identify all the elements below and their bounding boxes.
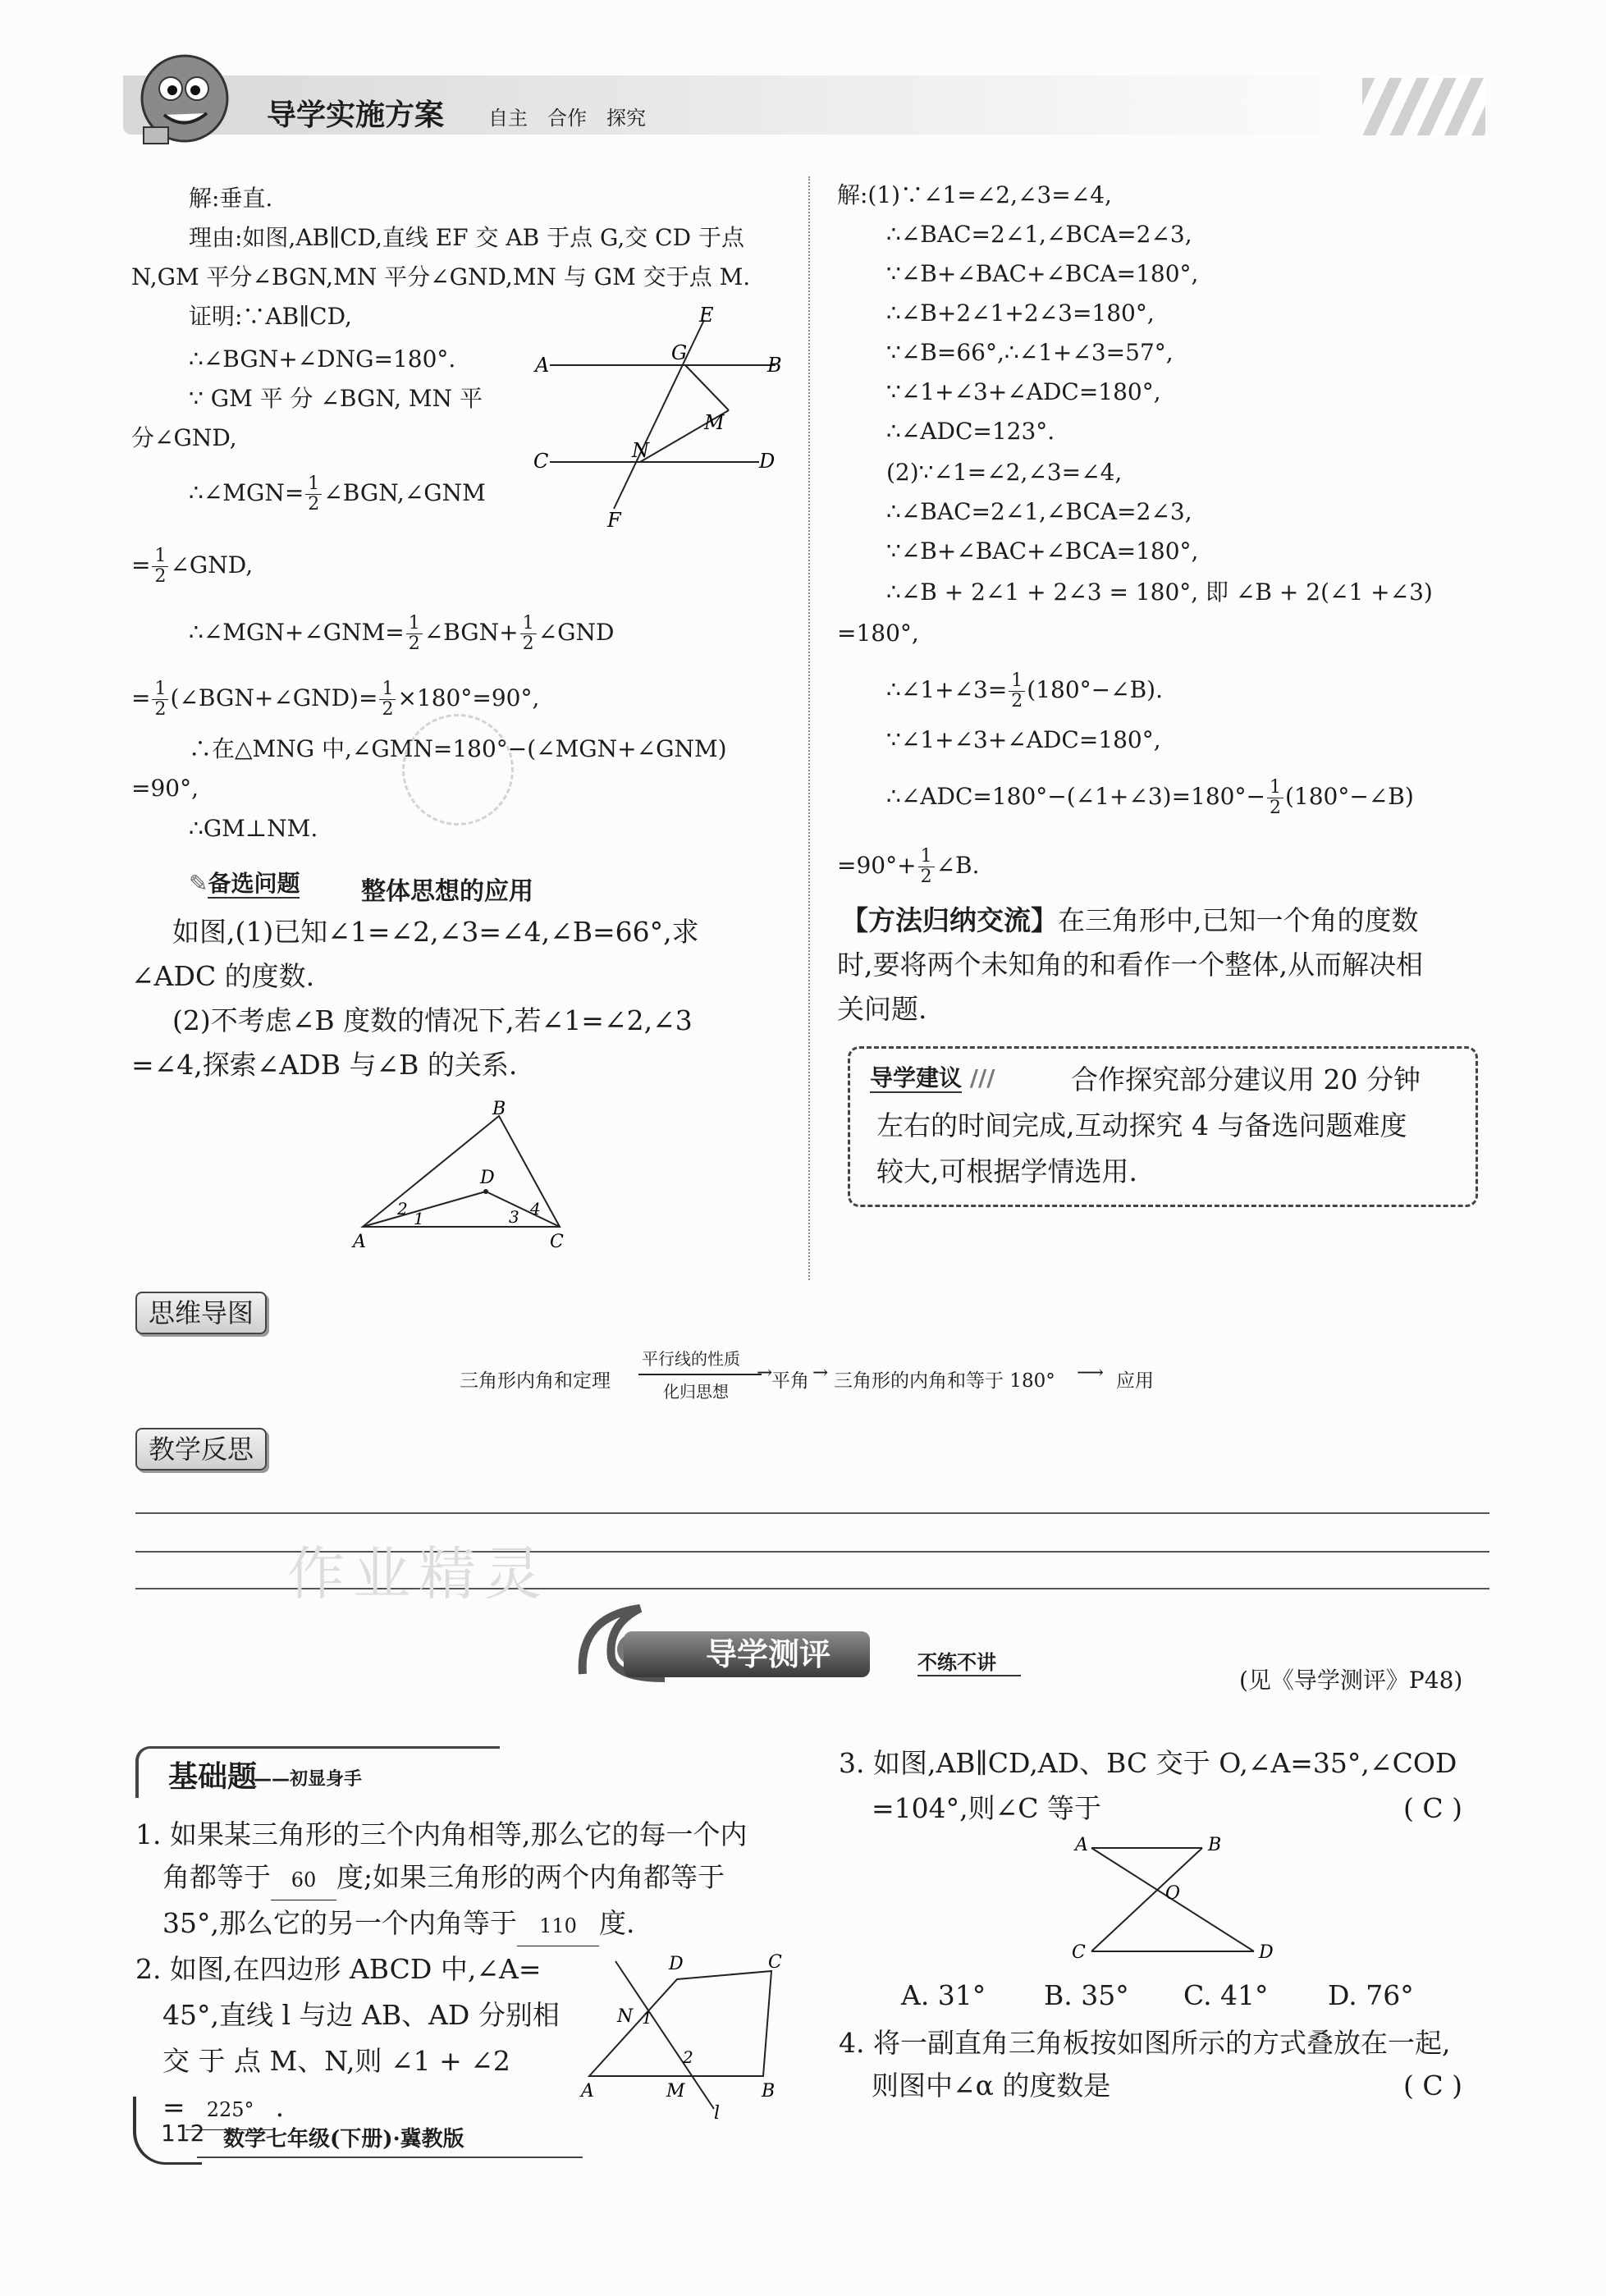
parallel-lines-diagram	[525, 304, 796, 533]
mindmap-node-2: 平角	[771, 1370, 809, 1392]
ans-line: ∴∠ADC=123°.	[886, 418, 1055, 445]
triangle-abc-diagram	[345, 1091, 583, 1255]
basic-title: 基础题	[168, 1760, 258, 1794]
q2-line: = 225° .	[162, 2088, 284, 2130]
ans-line: ∴∠B + 2∠1 + 2∠3 = 180°, 即 ∠B + 2(∠1 +∠3)	[886, 579, 1433, 606]
q2-line: 交 于 点 M、N,则 ∠1 + ∠2	[162, 2045, 510, 2077]
label-F: F	[607, 509, 621, 532]
sol-line: 证明:∵AB∥CD,	[189, 303, 352, 330]
header-title: 导学实施方案	[267, 98, 445, 132]
mindmap-node-3: 三角形的内角和等于 180°	[834, 1370, 1055, 1392]
ans-line: =180°,	[837, 620, 919, 647]
test-banner-note: 不练不讲	[917, 1646, 1021, 1676]
q3-line: 3. 如图,AB∥CD,AD、BC 交于 O,∠A=35°,∠COD	[839, 1747, 1457, 1779]
label-D: D	[669, 1954, 684, 1974]
header-stripes	[1362, 78, 1485, 135]
q2-line: 45°,直线 l 与边 AB、AD 分别相	[162, 1999, 560, 2031]
label-E: E	[699, 304, 714, 327]
basic-subtitle: ——初显身手	[254, 1769, 363, 1790]
ans-line: ∴∠BAC=2∠1,∠BCA=2∠3,	[886, 498, 1192, 525]
sol-line: ∴∠MGN+∠GNM= $\frac{1}{2}$ ∠BGN+ $\frac{1}{2}$ ∠GND	[189, 613, 615, 654]
label-O: O	[1165, 1883, 1181, 1904]
mindmap-below: 化归思想	[663, 1382, 729, 1402]
method-line: 时,要将两个未知角的和看作一个整体,从而解决相	[837, 949, 1423, 981]
q1-answer-2: 110	[517, 1906, 599, 1946]
label-G: G	[671, 341, 688, 364]
q3-option-a: A. 31°	[901, 1979, 986, 2011]
label-1: 1	[414, 1209, 424, 1228]
label-1: 1	[642, 2008, 652, 2028]
column-divider	[808, 176, 810, 1280]
label-M: M	[704, 411, 725, 434]
suggestion-line: 较大,可根据学情选用.	[876, 1155, 1137, 1187]
label-C: C	[1072, 1942, 1086, 1963]
q3-line: =104°,则∠C 等于	[872, 1792, 1102, 1824]
suggestion-line: 合作探究部分建议用 20 分钟	[1071, 1063, 1421, 1095]
mindmap-arrow-3: ⟶	[1077, 1362, 1104, 1384]
mindmap-node-4: 应用	[1116, 1370, 1154, 1392]
label-A: A	[353, 1232, 366, 1252]
label-2: 2	[683, 2047, 693, 2067]
label-B: B	[1208, 1835, 1222, 1855]
method-line: 【方法归纳交流】在三角形中,已知一个角的度数	[841, 904, 1419, 936]
q2-answer: 225°	[185, 2090, 276, 2130]
label-2: 2	[397, 1199, 408, 1219]
mindmap-start: 三角形内角和定理	[460, 1370, 611, 1392]
sol-line: 解:垂直.	[189, 185, 273, 212]
sol-line: ∵ GM 平 分 ∠BGN, MN 平	[189, 385, 483, 412]
sol-line: = $\frac{1}{2}$ ∠GND,	[131, 546, 254, 587]
q2-line: 2. 如图,在四边形 ABCD 中,∠A=	[135, 1953, 542, 1985]
q4-line: 则图中∠α 的度数是	[872, 2070, 1111, 2102]
mindmap-arrow-2: →	[812, 1362, 829, 1384]
ans-line: (2)∵∠1=∠2,∠3=∠4,	[886, 459, 1123, 486]
label-N: N	[617, 2006, 634, 2027]
alt-q2: (2)不考虑∠B 度数的情况下,若∠1=∠2,∠3	[172, 1004, 693, 1036]
sol-line: N,GM 平分∠BGN,MN 平分∠GND,MN 与 GM 交于点 M.	[131, 263, 751, 290]
q3-option-d: D. 76°	[1328, 1979, 1414, 2011]
q1-line: 角都等于 60 度;如果三角形的两个内角都等于	[162, 1858, 725, 1900]
header-subtitle: 自主 合作 探究	[488, 107, 646, 130]
sol-line: 分∠GND,	[131, 424, 237, 451]
mindmap-arrow-head: →	[757, 1362, 773, 1384]
footer-rule	[197, 2157, 583, 2158]
q4-line: 4. 将一副直角三角板按如图所示的方式叠放在一起,	[839, 2027, 1451, 2059]
suggestion-line: 左右的时间完成,互动探究 4 与备选问题难度	[876, 1109, 1407, 1141]
quadrilateral-diagram	[574, 1945, 788, 2125]
label-C: C	[533, 450, 549, 473]
mindmap-above: 平行线的性质	[642, 1349, 740, 1369]
label-C: C	[550, 1232, 564, 1252]
q1-line: 35°,那么它的另一个内角等于 110 度.	[162, 1904, 634, 1946]
ans-line: 解:(1)∵∠1=∠2,∠3=∠4,	[837, 181, 1112, 208]
sol-line: ∴在△MNG 中,∠GMN=180°−(∠MGN+∠GNM)	[189, 735, 727, 762]
label-D: D	[759, 450, 776, 473]
q4-answer: ( C )	[1403, 2070, 1462, 2102]
label-B: B	[492, 1099, 506, 1119]
ans-line: =90°+ $\frac{1}{2}$ ∠B.	[837, 846, 980, 887]
q3-answer: ( C )	[1403, 1792, 1462, 1824]
alt-q1b: ∠ADC 的度数.	[131, 960, 315, 992]
ans-line: ∵∠1+∠3+∠ADC=180°,	[886, 726, 1161, 753]
ans-line: ∵∠1+∠3+∠ADC=180°,	[886, 378, 1161, 405]
label-4: 4	[530, 1199, 541, 1219]
reflection-badge: 教学反思	[135, 1428, 267, 1470]
mindmap-arrow	[638, 1374, 762, 1375]
sol-line: ∴∠MGN= $\frac{1}{2}$ ∠BGN,∠GNM	[189, 473, 486, 515]
label-A: A	[535, 354, 550, 377]
ans-line: ∴∠BAC=2∠1,∠BCA=2∠3,	[886, 221, 1192, 248]
stamp-watermark	[391, 703, 524, 835]
label-A: A	[581, 2081, 594, 2102]
method-line: 关问题.	[837, 993, 927, 1025]
sol-line: 理由:如图,AB∥CD,直线 EF 交 AB 于点 G,交 CD 于点	[189, 224, 744, 251]
alt-q1: 如图,(1)已知∠1=∠2,∠3=∠4,∠B=66°,求	[172, 916, 699, 948]
sol-line: =90°,	[131, 775, 199, 802]
basic-section-header	[135, 1746, 500, 1798]
q1-answer-1: 60	[271, 1860, 336, 1900]
label-B: B	[762, 2081, 776, 2102]
alt-q2b: =∠4,探索∠ADB 与∠B 的关系.	[131, 1049, 518, 1081]
suggestion-tag: 导学建议 ///	[870, 1064, 995, 1091]
crossing-lines-diagram	[1059, 1830, 1288, 1969]
label-3: 3	[509, 1207, 519, 1227]
alt-problem-title: 整体思想的应用	[361, 877, 533, 906]
ans-line: ∴∠1+∠3= $\frac{1}{2}$ (180°−∠B).	[886, 670, 1163, 711]
reflection-line	[135, 1512, 1489, 1514]
alt-problem-tag: ✎备选问题	[189, 870, 300, 897]
label-D: D	[480, 1168, 495, 1188]
ans-line: ∵∠B+∠BAC+∠BCA=180°,	[886, 537, 1199, 565]
mindmap-badge: 思维导图	[135, 1292, 267, 1334]
label-C: C	[768, 1952, 782, 1973]
test-banner: 导学测评	[624, 1631, 870, 1677]
ans-line: ∴∠B+2∠1+2∠3=180°,	[886, 300, 1155, 327]
ans-line: ∴∠ADC=180°−(∠1+∠3)=180°− $\frac{1}{2}$ (180°−∠B)	[886, 777, 1414, 818]
sol-line: = $\frac{1}{2}$ (∠BGN+∠GND)= $\frac{1}{2}$ ×180°=90°,	[131, 679, 540, 720]
label-M: M	[666, 2081, 685, 2102]
mascot-icon	[131, 49, 238, 156]
q3-option-b: B. 35°	[1044, 1979, 1129, 2011]
label-B: B	[767, 354, 782, 377]
page-number: 112	[161, 2120, 205, 2147]
q3-option-c: C. 41°	[1183, 1979, 1269, 2011]
label-A: A	[1075, 1835, 1088, 1855]
label-N: N	[632, 439, 649, 462]
sol-line: ∴GM⊥NM.	[189, 815, 318, 842]
q1-line: 1. 如果某三角形的三个内角相等,那么它的每一个内	[135, 1818, 748, 1850]
ans-line: ∵∠B=66°,∴∠1+∠3=57°,	[886, 339, 1174, 366]
sol-line: ∴∠BGN+∠DNG=180°.	[189, 345, 456, 373]
test-reference: (见《导学测评》P48)	[1239, 1667, 1463, 1694]
label-l: l	[714, 2103, 721, 2124]
label-D: D	[1259, 1942, 1274, 1963]
footer-book-title: 数学七年级(下册)·冀教版	[223, 2127, 464, 2152]
mindmap-flow	[460, 1346, 1198, 1411]
ans-line: ∵∠B+∠BAC+∠BCA=180°,	[886, 260, 1199, 287]
watermark: 作业精灵	[287, 1540, 550, 1608]
